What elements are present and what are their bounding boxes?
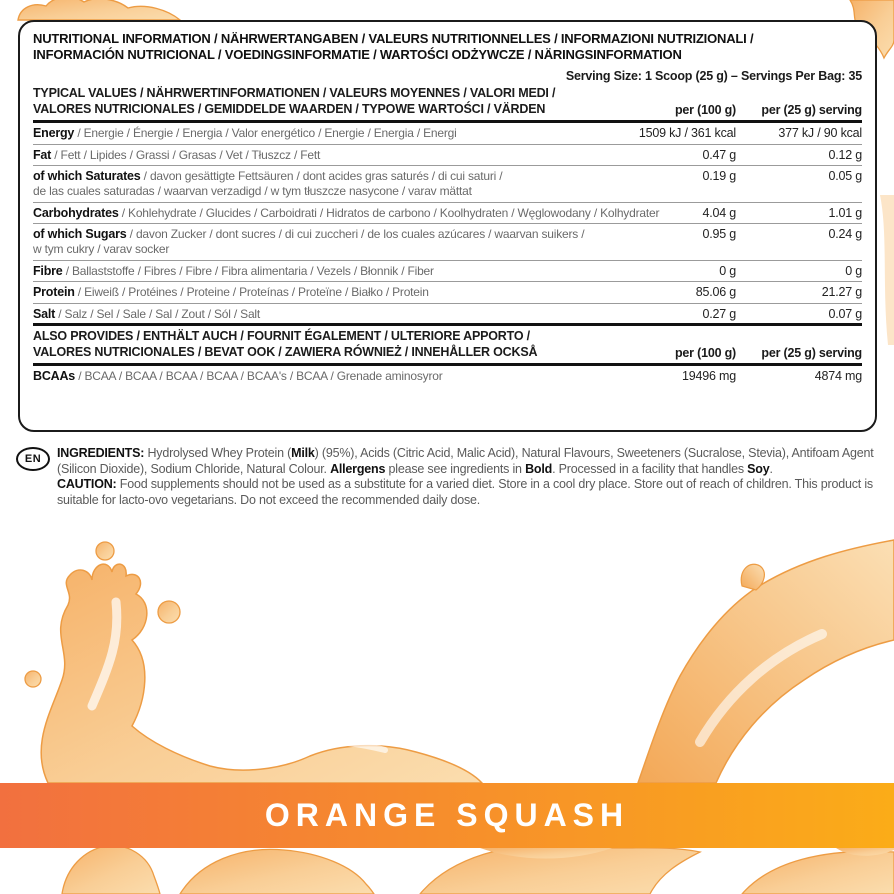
value-per-serving: 0.07 g — [828, 306, 862, 321]
flavour-name: ORANGE SQUASH — [264, 797, 630, 833]
table-header — [33, 86, 862, 123]
value-per-100g: 85.06 g — [695, 285, 736, 299]
row-translations: / Kohlehydrate / Glucides / Carboidrati / Hidratos de carbono / Koolhydraten / Węglowodany / Kolhydrater — [118, 205, 660, 220]
value-per-100g: 1509 kJ / 361 kcal — [638, 126, 736, 140]
table-row-sugars — [33, 224, 862, 261]
ingredients-label: INGREDIENTS: — [57, 446, 145, 460]
value-per-100g: 19496 mg — [682, 369, 736, 383]
language-badge: EN — [16, 447, 50, 471]
table-row-bcaas — [33, 366, 862, 387]
table-row-carbohydrates — [33, 203, 862, 225]
also-provides-line1: ALSO PROVIDES / ENTHÄLT AUCH / FOURNIT ÉGALEMENT / ULTERIORE APPORTO / — [33, 329, 530, 343]
splash-bottom — [62, 845, 894, 894]
value-per-serving: 0.12 g — [828, 147, 862, 162]
allergens-word: Allergens — [330, 461, 386, 476]
ingredients-text: INGREDIENTS: Hydrolysed Whey Protein (Milk) (95%), Acids (Citric Acid, Malic Acid), Natural Flavours, Sweeteners (Sucralose, Stevia), Antifoam Agent (Silicon Dioxide), Sodium Chloride, Natural Colour. Allergens please see ingredients in Bold. Processed in a facility that handles Soy. — [57, 446, 874, 476]
splash-right — [638, 540, 894, 783]
panel-title-line1: NUTRITIONAL INFORMATION / NÄHRWERTANGABEN / VALEURS NUTRITIONNELLES / INFORMAZIONI NUTRIZIONALI / — [33, 31, 754, 46]
row-translations: / BCAA / BCAA / BCAA / BCAA / BCAA's / BCAA / Grenade aminosyror — [75, 369, 443, 383]
value-per-serving: 377 kJ / 90 kcal — [778, 126, 862, 140]
table-header-line2: VALORES NUTRICIONALES / GEMIDDELDE WAARDEN / TYPOWE WARTOŚCI / VÄRDEN — [33, 101, 546, 116]
allergen-soy: Soy — [747, 461, 770, 476]
panel-title-line2: INFORMACIÓN NUTRICIONAL / VOEDINGSINFORMATIE / WARTOŚCI ODŻYWCZE / NÄRINGSINFORMATION — [33, 47, 682, 62]
also-provides-header — [33, 323, 862, 366]
column-per-100g: per (100 g) — [674, 103, 736, 117]
ingredients-section — [57, 446, 877, 508]
table-row-energy — [33, 123, 862, 145]
row-translations: / Fett / Lipides / Grassi / Grasas / Vet / Tłuszcz / Fett — [51, 147, 321, 162]
allergen-milk: Milk — [291, 446, 315, 460]
splash-top-left — [18, 0, 180, 20]
also-provides-label — [33, 329, 673, 360]
value-per-serving: 4874 mg — [814, 369, 862, 383]
row-translations-2: de las cuales saturadas / waarvan verzadigd / w tym tłuszcze nasycone / varav mättat — [33, 184, 472, 198]
row-translations: / Energie / Énergie / Energia / Valor energético / Energie / Energia / Energi — [74, 126, 457, 140]
row-term: Fibre — [33, 263, 63, 278]
column-per-serving: per (25 g) serving — [761, 346, 862, 360]
value-per-serving: 0.24 g — [828, 227, 862, 241]
row-translations-2: w tym cukry / varav socker — [33, 242, 170, 256]
splash-left — [25, 542, 482, 783]
also-provides-line2: VALORES NUTRICIONALES / BEVAT OOK / ZAWIERA RÓWNIEŻ / INNEHÅLLER OCKSÅ — [33, 344, 538, 359]
row-term: BCAAs — [33, 369, 76, 383]
row-translations: / Ballaststoffe / Fibres / Fibre / Fibra alimentaria / Vezels / Błonnik / Fiber — [62, 263, 434, 278]
row-term: Carbohydrates — [33, 205, 119, 220]
value-per-serving: 0.05 g — [828, 169, 862, 183]
value-per-100g: 0 g — [719, 263, 736, 278]
column-per-100g: per (100 g) — [674, 346, 736, 360]
table-header-label — [33, 86, 673, 117]
flavour-banner — [0, 783, 894, 848]
value-per-serving: 21.27 g — [821, 285, 862, 299]
caution-text: CAUTION: Food supplements should not be used as a substitute for a varied diet. Store in a cool dry place. Store out of reach of children. This product is suitable for lacto-ovo vegetarians. Do not exceed the recommended daily dose. — [57, 477, 873, 507]
value-per-100g: 0.19 g — [702, 169, 736, 183]
caution-label: CAUTION: — [57, 477, 117, 492]
value-per-serving: 1.01 g — [828, 205, 862, 220]
row-term: Salt — [33, 306, 56, 321]
value-per-100g: 0.47 g — [702, 147, 736, 162]
row-translations: / davon Zucker / dont sucres / di cui zuccheri / de los cuales azúcares / waarvan suikers / — [126, 227, 585, 241]
value-per-100g: 0.95 g — [702, 227, 736, 241]
row-translations: / Eiweiß / Protéines / Proteine / Proteínas / Proteïne / Białko / Protein — [74, 285, 429, 299]
row-translations: / Salz / Sel / Sale / Sal / Zout / Sól / Salt — [55, 306, 261, 321]
column-per-serving: per (25 g) serving — [761, 103, 862, 117]
row-term: Energy — [33, 126, 75, 140]
value-per-100g: 0.27 g — [702, 306, 736, 321]
serving-info: Serving Size: 1 Scoop (25 g) – Servings Per Bag: 35 — [565, 69, 862, 83]
table-row-protein — [33, 282, 862, 304]
table-row-fat — [33, 145, 862, 167]
table-row-salt — [33, 304, 862, 325]
value-per-serving: 0 g — [845, 263, 862, 278]
nutrition-panel — [18, 20, 877, 432]
value-per-100g: 4.04 g — [702, 205, 736, 220]
table-row-fibre — [33, 261, 862, 283]
table-header-line1: TYPICAL VALUES / NÄHRWERTINFORMATIONEN / VALEURS MOYENNES / VALORI MEDI / — [33, 86, 556, 100]
row-translations: / davon gesättigte Fettsäuren / dont acides gras saturés / di cui saturi / — [140, 169, 503, 183]
table-row-saturates — [33, 166, 862, 203]
panel-title — [33, 31, 862, 63]
row-term: Protein — [33, 285, 75, 299]
table-body — [33, 123, 862, 324]
row-term: Fat — [33, 147, 52, 162]
row-term: of which Saturates — [33, 169, 141, 183]
row-term: of which Sugars — [33, 227, 127, 241]
